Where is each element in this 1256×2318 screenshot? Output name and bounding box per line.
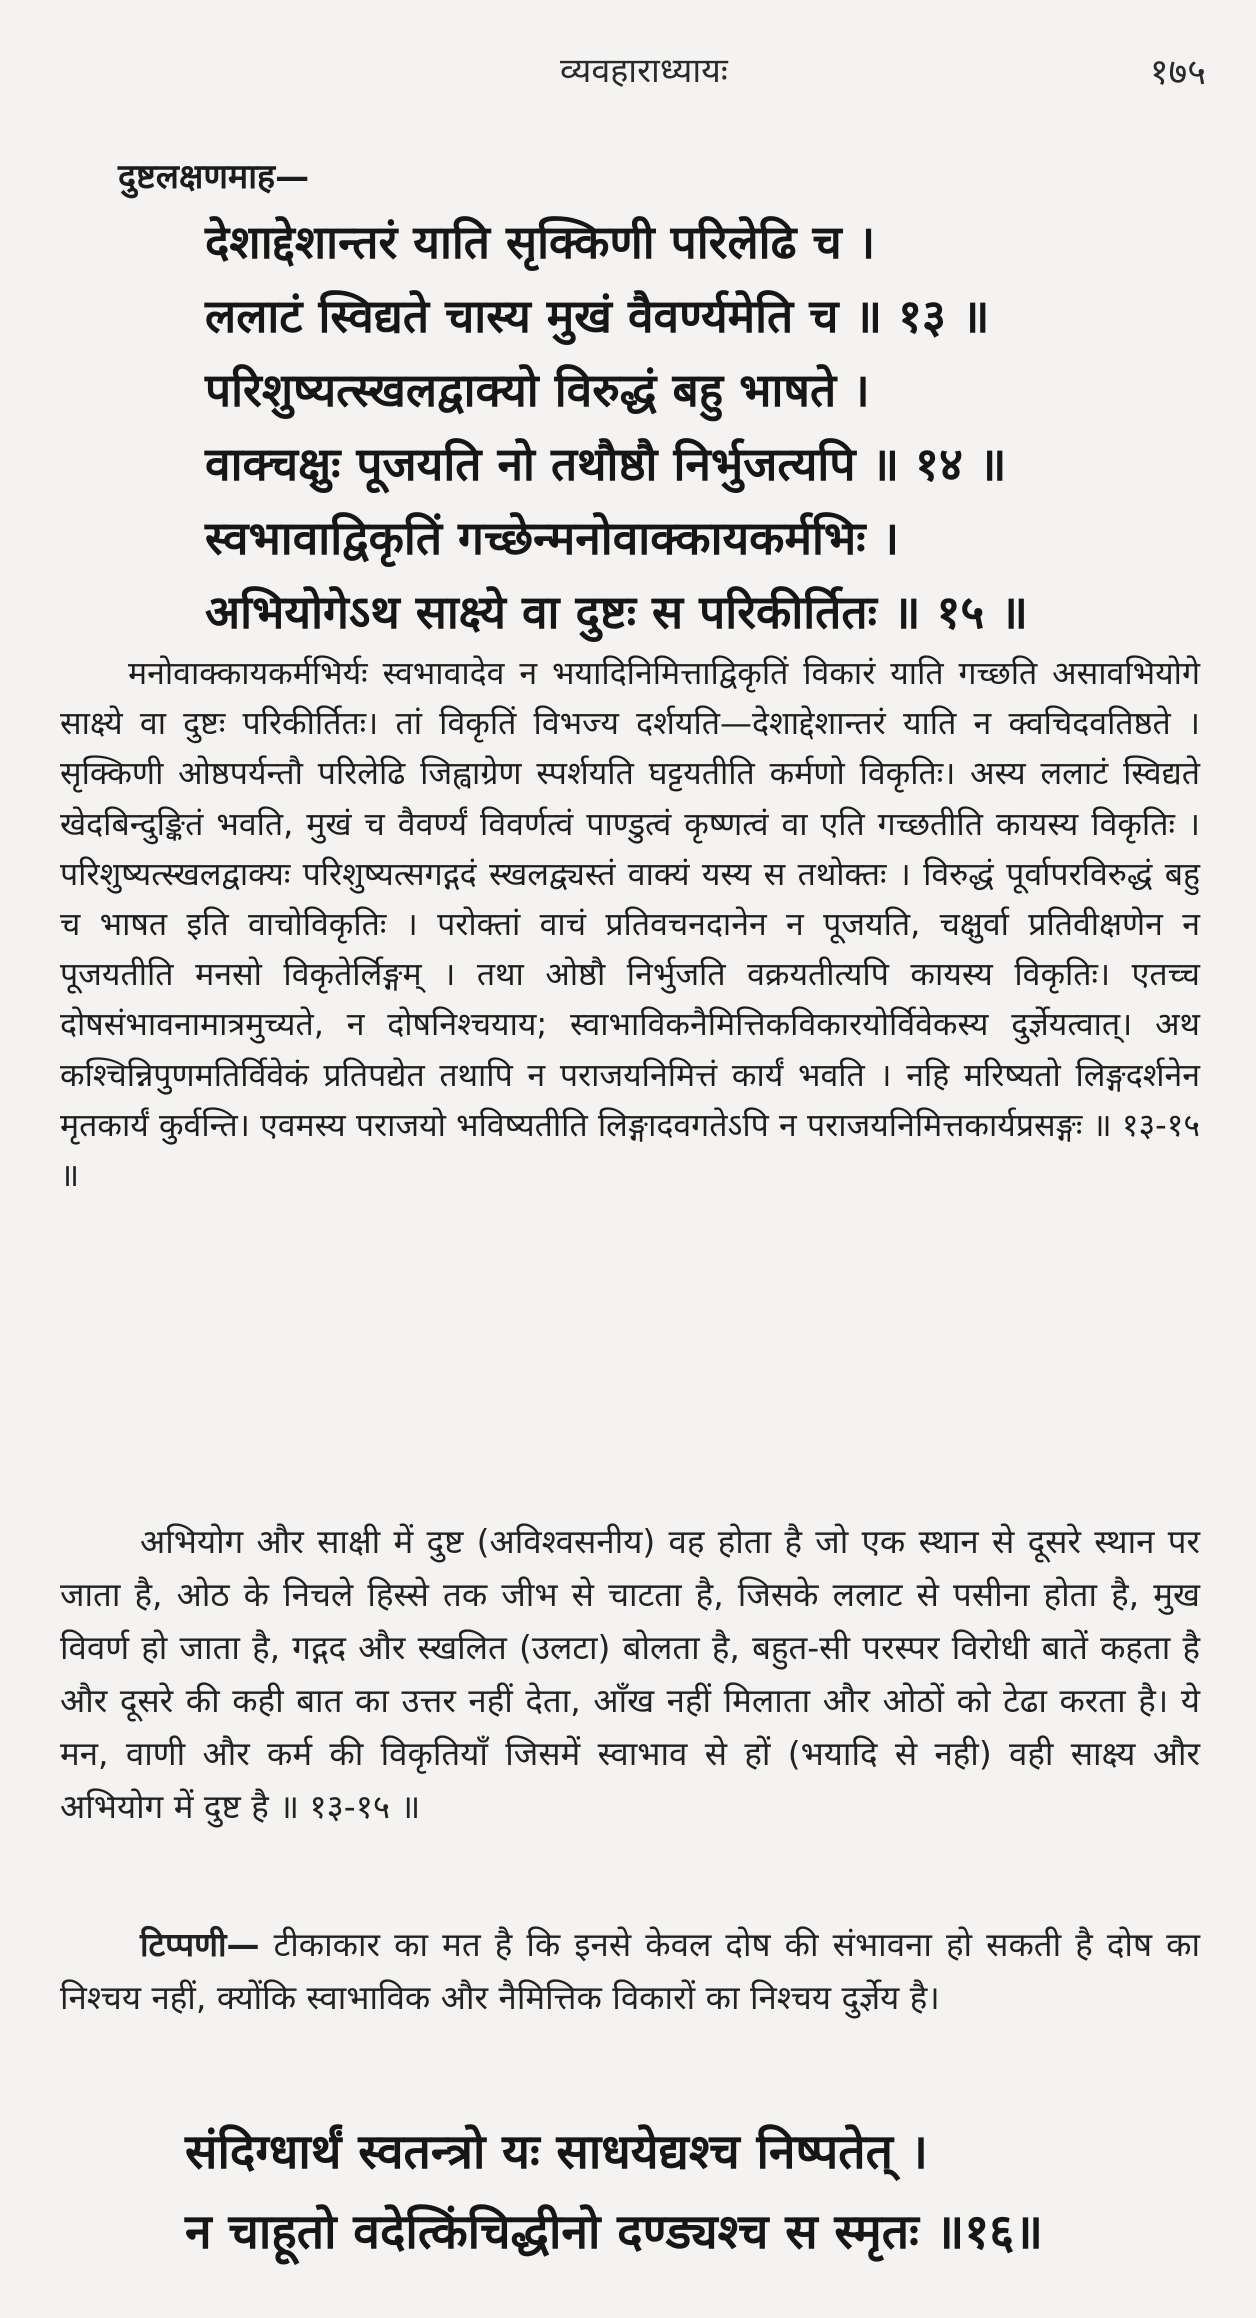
note-paragraph [60,1918,1200,2024]
translation-paragraph: अभियोग और साक्षी में दुष्ट (अविश्वसनीय) वह होता है जो एक स्थान से दूसरे स्थान पर जाता है, ओठ के निचले हिस्से तक जीभ से चाटता है, जिसके ललाट से पसीना होता है, मुख विवर्ण हो जाता है, गद्गद और स्खलित (उलटा) बोलता है, बहुत-सी परस्पर विरोधी बातें कहता है और दूसरे की कही बात का उत्तर नहीं देता, आँख नहीं मिलाता और ओठों को टेढा करता है। ये मन, वाणी और कर्म की विकृतियाँ जिसमें स्वाभाव से हों (भयादि से नही) वही साक्ष्य और अभियोग में दुष्ट है ॥ १३-१५ ॥ [60,1522,1200,1826]
final-verse-block [185,2112,1225,2272]
verse-line: वाक्चक्षुः पूजयति नो तथौष्ठौ निर्भुजत्यपि ॥ १४ ॥ [205,437,1007,491]
verse-block [205,205,1225,649]
verse-line: देशाद्देशान्तरं याति सृक्किणी परिलेढि च । [205,215,876,269]
running-head: व्यवहाराध्यायः [560,51,728,91]
verse-line: ललाटं स्विद्यते चास्य मुखं वैवर्ण्यमेति च ॥ १३ ॥ [205,289,990,343]
verse-line: स्वभावाद्विकृतिं गच्छेन्मनोवाक्कायकर्मभिः । [205,511,900,565]
note-text: टीकाकार का मत है कि इनसे केवल दोष की संभावना हो सकती है दोष का निश्चय नहीं, क्योंकि स्वाभाविक और नैमित्तिक विकारों का निश्चय दुर्ज्ञेय है। [60,1925,1200,2017]
note-label: टिप्पणी— [140,1925,260,1964]
verse-line: संदिग्धार्थं स्वतन्त्रो यः साधयेद्यश्च निष्पतेत् । [185,2124,928,2180]
verse-line: अभियोगेऽथ साक्ष्ये वा दुष्टः स परिकीर्तितः ॥ १५ ॥ [205,585,1028,639]
sanskrit-commentary [60,648,1200,1200]
verse-line: न चाहूतो वदेत्किंचिद्धीनो दण्ड्यश्च स स्मृतः ॥१६॥ [185,2204,1043,2260]
page-number: १७५ [1149,52,1206,93]
section-intro: दुष्टलक्षणमाह— [118,157,310,197]
hindi-translation [60,1515,1200,1833]
verse-line: परिशुष्यत्स्खलद्वाक्यो विरुद्धं बहु भाषते । [205,363,870,417]
note-block [60,1918,1200,2024]
page-header [0,46,1256,96]
commentary-paragraph: मनोवाक्कायकर्मभिर्यः स्वभावादेव न भयादिनिमित्ताद्विकृतिं विकारं याति गच्छति असावभियोगे साक्ष्ये वा दुष्टः परिकीर्तितः। तां विकृतिं विभज्य दर्शयति—देशाद्देशान्तरं याति न क्वचिदवतिष्ठते । सृक्किणी ओष्ठपर्यन्तौ परिलेढि जिह्वाग्रेण स्पर्शयति घट्टयतीति कर्मणो विकृतिः। अस्य ललाटं स्विद्यते खेदबिन्दुङ्कितं भवति, मुखं च वैवर्ण्यं विवर्णत्वं पाण्डुत्वं कृष्णत्वं वा एति गच्छतीति कायस्य विकृतिः । परिशुष्यत्स्खलद्वाक्यः परिशुष्यत्सगद्गदं स्खलद्व्यस्तं वाक्यं यस्य स तथोक्तः । विरुद्धं पूर्वापरविरुद्धं बहु च भाषत इति वाचोविकृतिः । परोक्तां वाचं प्रतिवचनदानेन न पूजयति, चक्षुर्वा प्रतिवीक्षणेन न पूजयतीति मनसो विकृतेर्लिङ्गम् । तथा ओष्ठौ निर्भुजति वक्रयतीत्यपि कायस्य विकृतिः। एतच्च दोषसंभावनामात्रमुच्यते, न दोषनिश्चयाय; स्वाभाविकनैमित्तिकविकारयोर्विवेकस्य दुर्ज्ञेयत्वात्। अथ कश्चिन्निपुणमतिर्विवेकं प्रतिपद्येत तथापि न पराजयनिमित्तं कार्यं भवति । नहि मरिष्यतो लिङ्गदर्शनेन मृतकार्यं कुर्वन्ति। एवमस्य पराजयो भविष्यतीति लिङ्गादवगतेऽपि न पराजयनिमित्तकार्यप्रसङ्गः ॥ १३-१५ ॥ [60,654,1200,1195]
